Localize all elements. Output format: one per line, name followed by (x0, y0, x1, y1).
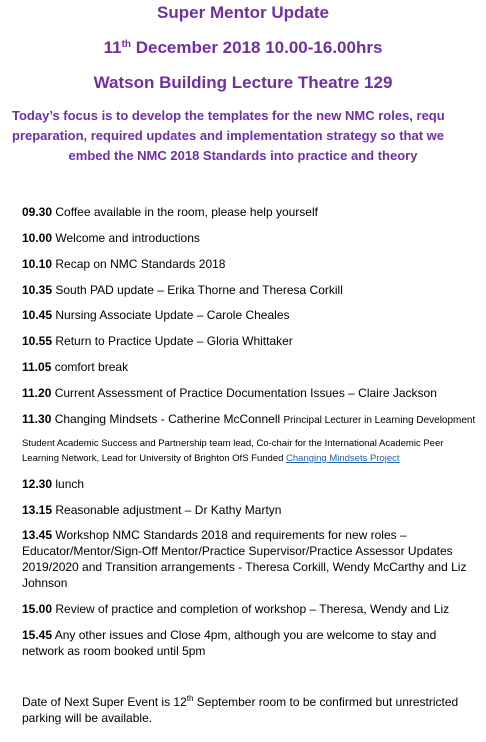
agenda-item: 11.05 comfort break (22, 360, 129, 374)
focus-line-1: Today’s focus is to develop the templates for the new NMC roles, requ (12, 108, 445, 123)
speaker-note: Student Academic Success and Partnership team lead, Co-chair for the International Academic Peer Learning Network, Lead for University of Brighton OfS Funded Changing Mindsets Project (22, 438, 444, 464)
document-title: Super Mentor Update (157, 3, 329, 22)
agenda-item: 10.10 Recap on NMC Standards 2018 (22, 257, 226, 271)
agenda-item: 15.00 Review of practice and completion of workshop – Theresa, Wendy and Liz (22, 602, 450, 616)
agenda-item: 10.45 Nursing Associate Update – Carole Cheales (22, 308, 290, 322)
focus-line-2: preparation, required updates and implementation strategy so that we (12, 128, 444, 143)
changing-mindsets-link[interactable]: Changing Mindsets Project (286, 453, 400, 464)
agenda-item: 12.30 lunch (22, 477, 85, 491)
focus-line-3: embed the NMC 2018 Standards into practice and theory (68, 148, 418, 163)
agenda-item: 13.45 Workshop NMC Standards 2018 and requirements for new roles – Educator/Mentor/Sign-Off Mentor/Practice Supervisor/Practice Assessor Updates 2019/2020 and Transition arrangements - Theresa Corkill, Wendy McCarthy and Liz Johnson (22, 528, 467, 590)
event-venue: Watson Building Lecture Theatre 129 (93, 73, 393, 92)
agenda-item: 11.20 Current Assessment of Practice Documentation Issues – Claire Jackson (22, 386, 437, 400)
agenda-item: 10.55 Return to Practice Update – Gloria Whittaker (22, 334, 293, 348)
next-event-note: Date of Next Super Event is 12th September room to be confirmed but unrestricted parking will be available. (22, 694, 459, 725)
agenda-item: 15.45 Any other issues and Close 4pm, although you are welcome to stay and network as room booked until 5pm (22, 628, 437, 658)
event-date: 11th December 2018 10.00-16.00hrs (103, 38, 383, 57)
agenda-item: 10.00 Welcome and introductions (22, 231, 200, 245)
agenda-item: 10.35 South PAD update – Erika Thorne and Theresa Corkill (22, 283, 343, 297)
agenda-item: 11.30 Changing Mindsets - Catherine McConnell Principal Lecturer in Learning Development (22, 412, 476, 426)
agenda-item: 09.30 Coffee available in the room, please help yourself (22, 205, 318, 219)
agenda-item: 13.15 Reasonable adjustment – Dr Kathy Martyn (22, 503, 282, 517)
